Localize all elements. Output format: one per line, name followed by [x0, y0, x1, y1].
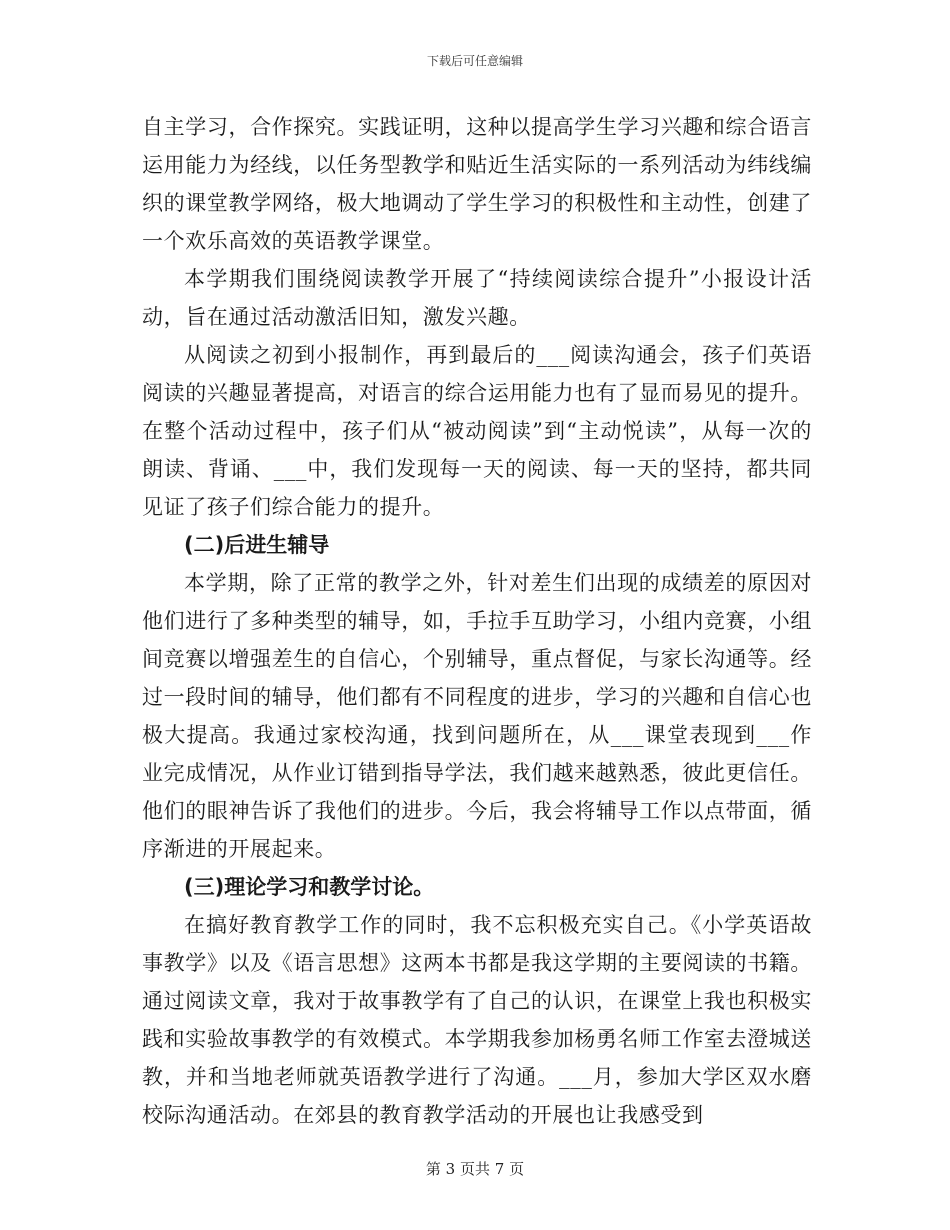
document-body — [142, 108, 812, 1134]
paragraph-reading-results: 从阅读之初到小报制作，再到最后的___阅读沟通会，孩子们英语阅读的兴趣显著提高，对语言的综合运用能力也有了显而易见的提升。在整个活动过程中，孩子们从“被动阅读”到“主动悦读”，从每一次的朗读、背诵、___中，我们发现每一天的阅读、每一天的坚持，都共同见证了孩子们综合能力的提升。 — [142, 343, 812, 519]
page-header: 下载后可任意编辑 — [426, 54, 523, 68]
section-heading-theory-study: (三)理论学习和教学讨论。 — [184, 875, 435, 899]
paragraph-theory-study: 在搞好教育教学工作的同时，我不忘积极充实自己。《小学英语故事教学》以及《语言思想》这两本书都是我这学期的主要阅读的书籍。通过阅读文章，我对于故事教学有了自己的认识，在课堂上我也积极实践和实验故事教学的有效模式。本学期我参加杨勇名师工作室去澄城送教，并和当地老师就英语教学进行了沟通。___月，参加大学区双水磨校际沟通活动。在郊县的教育教学活动的开展也让我感受到 — [142, 913, 812, 1127]
paragraph-tutoring: 本学期，除了正常的教学之外，针对差生们出现的成绩差的原因对他们进行了多种类型的辅导，如，手拉手互助学习，小组内竞赛，小组间竞赛以增强差生的自信心，个别辅导，重点督促，与家长沟通等。经过一段时间的辅导，他们都有不同程度的进步，学习的兴趣和自信心也极大提高。我通过家校沟通，找到问题所在，从___课堂表现到___作业完成情况，从作业订错到指导学法，我们越来越熟悉，彼此更信任。他们的眼神告诉了我他们的进步。今后，我会将辅导工作以点带面，循序渐进的开展起来。 — [142, 571, 812, 861]
page-number: 第 3 页共 7 页 — [425, 1160, 525, 1178]
paragraph-continuation: 自主学习，合作探究。实践证明，这种以提高学生学习兴趣和综合语言运用能力为经线，以任务型教学和贴近生活实际的一系列活动为纬线编织的课堂教学网络，极大地调动了学生学习的积极性和主动性，创建了一个欢乐高效的英语教学课堂。 — [142, 115, 812, 253]
section-heading-tutoring: (二)后进生辅导 — [184, 533, 330, 557]
paragraph-reading-activity: 本学期我们围绕阅读教学开展了“持续阅读综合提升”小报设计活动，旨在通过活动激活旧知，激发兴趣。 — [142, 267, 812, 329]
